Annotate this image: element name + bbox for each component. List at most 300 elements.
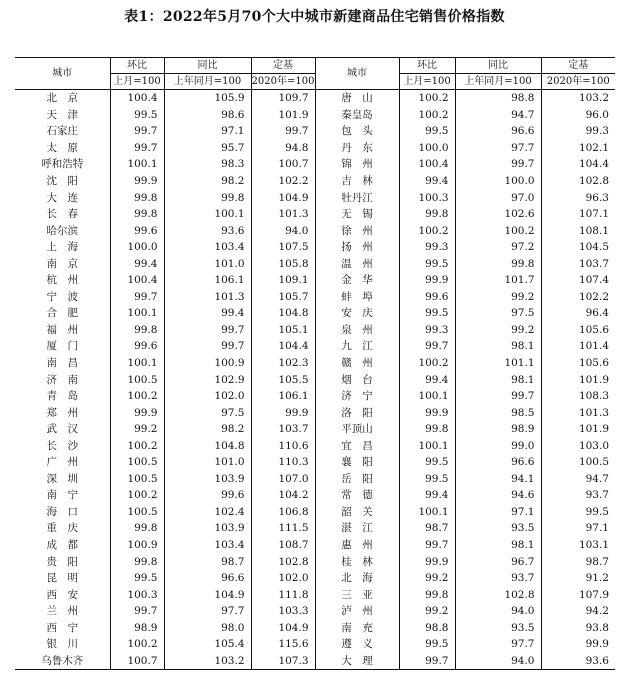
cell-city-left: 大 连 — [46, 191, 78, 204]
table-row — [15, 289, 615, 306]
cell-tb-right: 101.7 — [455, 272, 541, 289]
cell-dj-left: 104.4 — [251, 338, 315, 355]
cell-hb-left: 100.2 — [110, 437, 164, 454]
cell-tb-left: 105.4 — [164, 636, 251, 653]
cell-tb-right: 98.8 — [455, 90, 541, 107]
cell-tb-right: 94.6 — [455, 487, 541, 504]
table-row — [15, 487, 615, 504]
cell-tb-left: 103.9 — [164, 520, 251, 537]
cell-hb-right: 99.4 — [399, 487, 455, 504]
cell-dj-right: 93.7 — [541, 487, 615, 504]
cell-tb-right: 93.7 — [455, 570, 541, 587]
cell-hb-right: 99.2 — [399, 603, 455, 620]
cell-hb-right: 99.7 — [399, 537, 455, 554]
cell-hb-right: 100.2 — [399, 107, 455, 124]
cell-dj-left: 109.7 — [251, 90, 315, 107]
cell-hb-left: 100.4 — [110, 272, 164, 289]
cell-dj-right: 94.2 — [541, 603, 615, 620]
cell-city-left: 南 宁 — [46, 489, 78, 502]
cell-city-right: 遵 义 — [315, 636, 399, 653]
cell-hb-right: 99.4 — [399, 371, 455, 388]
cell-dj-left: 102.0 — [251, 570, 315, 587]
cell-dj-left: 104.9 — [251, 189, 315, 206]
cell-city-right: 洛 阳 — [315, 404, 399, 421]
cell-dj-right: 107.9 — [541, 586, 615, 603]
cell-tb-right: 97.1 — [455, 504, 541, 521]
cell-hb-left: 98.9 — [110, 620, 164, 637]
cell-dj-left: 103.7 — [251, 421, 315, 438]
cell-tb-right: 98.1 — [455, 537, 541, 554]
cell-dj-left: 107.5 — [251, 239, 315, 256]
cell-dj-left: 101.3 — [251, 206, 315, 223]
cell-city-left: 兰 州 — [46, 605, 78, 618]
cell-dj-right: 105.6 — [541, 355, 615, 372]
table-row — [15, 239, 615, 256]
cell-hb-right: 100.2 — [399, 90, 455, 107]
cell-hb-right: 99.2 — [399, 570, 455, 587]
cell-hb-right: 99.5 — [399, 255, 455, 272]
cell-dj-right: 101.4 — [541, 338, 615, 355]
cell-hb-right: 99.5 — [399, 305, 455, 322]
cell-city-left: 济 南 — [46, 373, 78, 386]
cell-city-left: 福 州 — [46, 323, 78, 336]
cell-city-left: 乌鲁木齐 — [15, 653, 110, 670]
cell-dj-left: 94.0 — [251, 222, 315, 239]
cell-dj-left: 105.7 — [251, 289, 315, 306]
cell-tb-right: 94.0 — [455, 653, 541, 670]
col-header-dj-right: 定基 — [541, 58, 615, 74]
header-row-1 — [15, 58, 615, 74]
cell-hb-right: 100.1 — [399, 437, 455, 454]
cell-tb-left: 93.6 — [164, 222, 251, 239]
cell-hb-right: 98.7 — [399, 520, 455, 537]
table-row — [15, 322, 615, 339]
cell-hb-left: 100.3 — [110, 586, 164, 603]
cell-city-left: 广 州 — [46, 456, 78, 469]
cell-dj-left: 94.8 — [251, 140, 315, 157]
cell-city-right: 宜 昌 — [315, 437, 399, 454]
cell-city-right: 泸 州 — [315, 603, 399, 620]
table-row — [15, 553, 615, 570]
cell-tb-left: 100.1 — [164, 206, 251, 223]
cell-city-left: 厦 门 — [46, 340, 78, 353]
cell-hb-left: 99.8 — [110, 322, 164, 339]
cell-city-left: 合 肥 — [46, 307, 78, 320]
cell-dj-left: 106.1 — [251, 388, 315, 405]
cell-dj-left: 115.6 — [251, 636, 315, 653]
col-header-hb-left: 环比 — [110, 58, 164, 74]
cell-tb-right: 97.7 — [455, 140, 541, 157]
cell-tb-right: 99.2 — [455, 289, 541, 306]
cell-city-left: 杭 州 — [46, 274, 78, 287]
cell-dj-right: 102.1 — [541, 140, 615, 157]
cell-city-left: 南 昌 — [46, 357, 78, 370]
cell-city-left: 沈 阳 — [46, 175, 78, 187]
cell-city-right: 包 头 — [315, 123, 399, 140]
price-index-table — [15, 57, 615, 670]
cell-city-right: 桂 林 — [315, 553, 399, 570]
cell-tb-right: 100.0 — [455, 173, 541, 190]
cell-tb-right: 101.1 — [455, 355, 541, 372]
cell-tb-left: 102.9 — [164, 371, 251, 388]
cell-city-right: 温 州 — [315, 255, 399, 272]
cell-city-right: 蚌 埠 — [315, 289, 399, 306]
cell-dj-right: 94.7 — [541, 471, 615, 488]
cell-dj-left: 99.7 — [251, 123, 315, 140]
col-base-tb-right: 上年同月=100 — [455, 74, 541, 90]
cell-dj-right: 103.0 — [541, 437, 615, 454]
cell-dj-left: 105.5 — [251, 371, 315, 388]
cell-dj-right: 93.6 — [541, 653, 615, 670]
col-header-city-right: 城市 — [315, 58, 399, 90]
cell-tb-right: 96.6 — [455, 123, 541, 140]
table-row — [15, 90, 615, 107]
cell-hb-right: 99.3 — [399, 239, 455, 256]
cell-city-right: 湛 江 — [315, 520, 399, 537]
table-row — [15, 206, 615, 223]
cell-tb-left: 100.9 — [164, 355, 251, 372]
cell-hb-left: 100.1 — [110, 156, 164, 173]
cell-dj-right: 105.6 — [541, 322, 615, 339]
cell-tb-right: 97.0 — [455, 189, 541, 206]
cell-hb-left: 100.5 — [110, 371, 164, 388]
table-row — [15, 140, 615, 157]
table-row — [15, 421, 615, 438]
table-row — [15, 173, 615, 190]
cell-hb-left: 99.6 — [110, 222, 164, 239]
cell-city-left: 北 京 — [46, 92, 78, 105]
cell-dj-left: 110.6 — [251, 437, 315, 454]
cell-hb-right: 99.4 — [399, 173, 455, 190]
cell-tb-left: 106.1 — [164, 272, 251, 289]
cell-tb-right: 93.5 — [455, 620, 541, 637]
cell-hb-left: 100.2 — [110, 487, 164, 504]
cell-hb-right: 99.5 — [399, 636, 455, 653]
cell-hb-right: 99.5 — [399, 471, 455, 488]
cell-dj-right: 107.4 — [541, 272, 615, 289]
cell-city-right: 常 德 — [315, 487, 399, 504]
cell-tb-left: 104.8 — [164, 437, 251, 454]
cell-hb-left: 99.9 — [110, 404, 164, 421]
table-row — [15, 586, 615, 603]
cell-dj-right: 93.8 — [541, 620, 615, 637]
cell-hb-left: 99.4 — [110, 255, 164, 272]
cell-city-right: 秦皇岛 — [315, 107, 399, 124]
cell-tb-left: 99.7 — [164, 338, 251, 355]
cell-hb-right: 99.9 — [399, 553, 455, 570]
cell-dj-left: 105.1 — [251, 322, 315, 339]
cell-dj-right: 97.1 — [541, 520, 615, 537]
cell-tb-right: 99.2 — [455, 322, 541, 339]
cell-city-right: 徐 州 — [315, 222, 399, 239]
cell-dj-right: 101.9 — [541, 371, 615, 388]
table-title: 表1：2022年5月70个大中城市新建商品住宅销售价格指数 — [124, 9, 505, 25]
table-row — [15, 620, 615, 637]
cell-hb-left: 100.7 — [110, 653, 164, 670]
cell-hb-left: 100.1 — [110, 355, 164, 372]
cell-hb-left: 100.4 — [110, 90, 164, 107]
cell-city-right: 丹 东 — [315, 140, 399, 157]
cell-dj-right: 102.2 — [541, 289, 615, 306]
cell-city-left: 银 川 — [46, 638, 78, 651]
col-header-city-left: 城市 — [15, 58, 110, 90]
cell-dj-right: 103.7 — [541, 255, 615, 272]
cell-tb-left: 99.8 — [164, 189, 251, 206]
cell-tb-left: 98.0 — [164, 620, 251, 637]
cell-dj-right: 108.1 — [541, 222, 615, 239]
cell-hb-right: 99.3 — [399, 322, 455, 339]
cell-hb-left: 99.7 — [110, 123, 164, 140]
cell-tb-right: 100.2 — [455, 222, 541, 239]
cell-dj-right: 98.7 — [541, 553, 615, 570]
cell-city-right: 济 宁 — [315, 388, 399, 405]
cell-dj-left: 109.1 — [251, 272, 315, 289]
cell-tb-left: 101.0 — [164, 255, 251, 272]
cell-dj-right: 96.4 — [541, 305, 615, 322]
cell-tb-left: 99.7 — [164, 322, 251, 339]
cell-hb-right: 100.4 — [399, 156, 455, 173]
cell-hb-right: 100.0 — [399, 140, 455, 157]
cell-city-left: 昆 明 — [46, 572, 78, 585]
cell-tb-left: 97.5 — [164, 404, 251, 421]
cell-city-right: 金 华 — [315, 272, 399, 289]
cell-hb-right: 99.8 — [399, 586, 455, 603]
cell-tb-left: 99.6 — [164, 487, 251, 504]
cell-tb-right: 102.8 — [455, 586, 541, 603]
cell-tb-left: 95.7 — [164, 140, 251, 157]
cell-dj-left: 104.2 — [251, 487, 315, 504]
cell-city-left: 武 汉 — [46, 423, 78, 436]
cell-tb-right: 94.7 — [455, 107, 541, 124]
cell-hb-left: 100.5 — [110, 471, 164, 488]
cell-hb-left: 100.2 — [110, 636, 164, 653]
cell-city-right: 惠 州 — [315, 537, 399, 554]
cell-tb-left: 96.6 — [164, 570, 251, 587]
table-row — [15, 570, 615, 587]
cell-tb-right: 96.7 — [455, 553, 541, 570]
cell-hb-right: 99.7 — [399, 338, 455, 355]
cell-tb-right: 97.2 — [455, 239, 541, 256]
cell-city-left: 成 都 — [46, 539, 78, 552]
cell-city-right: 锦 州 — [315, 156, 399, 173]
col-header-hb-right: 环比 — [399, 58, 455, 74]
cell-city-left: 重 庆 — [46, 522, 78, 535]
cell-dj-left: 102.2 — [251, 173, 315, 190]
cell-city-right: 平顶山 — [315, 421, 399, 438]
cell-dj-left: 104.9 — [251, 620, 315, 637]
cell-dj-right: 103.2 — [541, 90, 615, 107]
cell-city-right: 岳 阳 — [315, 471, 399, 488]
cell-tb-left: 98.3 — [164, 156, 251, 173]
col-header-tb-left: 同比 — [164, 58, 251, 74]
table-row — [15, 653, 615, 670]
col-base-hb-right: 上月=100 — [399, 74, 455, 90]
cell-hb-left: 99.7 — [110, 603, 164, 620]
col-base-tb-left: 上年同月=100 — [164, 74, 251, 90]
cell-dj-left: 107.3 — [251, 653, 315, 670]
cell-dj-left: 106.8 — [251, 504, 315, 521]
table-row — [15, 404, 615, 421]
cell-city-right: 三 亚 — [315, 586, 399, 603]
table-row — [15, 107, 615, 124]
cell-tb-left: 98.7 — [164, 553, 251, 570]
cell-tb-right: 98.1 — [455, 371, 541, 388]
cell-hb-left: 100.2 — [110, 388, 164, 405]
cell-hb-right: 99.9 — [399, 272, 455, 289]
cell-city-left: 海 口 — [46, 505, 78, 518]
cell-tb-left: 98.2 — [164, 421, 251, 438]
cell-hb-left: 99.7 — [110, 140, 164, 157]
cell-dj-left: 111.8 — [251, 586, 315, 603]
cell-city-left: 上 海 — [46, 241, 78, 254]
table-row — [15, 156, 615, 173]
cell-tb-left: 103.9 — [164, 471, 251, 488]
cell-city-right: 牡丹江 — [315, 189, 399, 206]
cell-dj-left: 110.3 — [251, 454, 315, 471]
cell-tb-right: 99.8 — [455, 255, 541, 272]
cell-hb-left: 99.8 — [110, 189, 164, 206]
cell-hb-right: 100.1 — [399, 504, 455, 521]
table-row — [15, 504, 615, 521]
cell-tb-left: 98.2 — [164, 173, 251, 190]
cell-tb-right: 102.6 — [455, 206, 541, 223]
cell-dj-left: 101.9 — [251, 107, 315, 124]
table-row — [15, 272, 615, 289]
cell-hb-right: 98.8 — [399, 620, 455, 637]
cell-hb-right: 100.3 — [399, 189, 455, 206]
cell-tb-left: 103.4 — [164, 239, 251, 256]
cell-hb-right: 99.5 — [399, 123, 455, 140]
cell-hb-right: 99.5 — [399, 454, 455, 471]
cell-hb-right: 99.6 — [399, 289, 455, 306]
cell-hb-left: 99.8 — [110, 553, 164, 570]
table-row — [15, 371, 615, 388]
cell-dj-right: 91.2 — [541, 570, 615, 587]
cell-dj-left: 100.7 — [251, 156, 315, 173]
cell-hb-left: 99.5 — [110, 570, 164, 587]
cell-dj-right: 100.5 — [541, 454, 615, 471]
cell-dj-right: 107.1 — [541, 206, 615, 223]
cell-hb-right: 99.8 — [399, 421, 455, 438]
cell-dj-left: 102.8 — [251, 553, 315, 570]
cell-city-left: 太 原 — [46, 141, 78, 154]
cell-city-left: 石家庄 — [46, 125, 78, 138]
cell-tb-left: 97.1 — [164, 123, 251, 140]
col-header-tb-right: 同比 — [455, 58, 541, 74]
cell-city-left: 天 津 — [46, 108, 78, 121]
cell-tb-right: 98.1 — [455, 338, 541, 355]
cell-dj-right: 104.4 — [541, 156, 615, 173]
table-row — [15, 437, 615, 454]
cell-hb-left: 99.7 — [110, 289, 164, 306]
cell-dj-right: 104.5 — [541, 239, 615, 256]
cell-hb-left: 99.5 — [110, 107, 164, 124]
cell-dj-left: 102.3 — [251, 355, 315, 372]
cell-hb-left: 100.9 — [110, 537, 164, 554]
cell-tb-left: 99.4 — [164, 305, 251, 322]
cell-tb-left: 105.9 — [164, 90, 251, 107]
cell-hb-left: 100.5 — [110, 454, 164, 471]
table-row — [15, 454, 615, 471]
cell-tb-left: 97.7 — [164, 603, 251, 620]
cell-hb-right: 100.1 — [399, 388, 455, 405]
cell-city-right: 烟 台 — [315, 371, 399, 388]
table-row — [15, 305, 615, 322]
table-row — [15, 222, 615, 239]
cell-tb-right: 98.9 — [455, 421, 541, 438]
cell-city-left: 西 宁 — [46, 621, 78, 634]
cell-hb-left: 99.8 — [110, 520, 164, 537]
cell-tb-right: 99.7 — [455, 156, 541, 173]
table-row — [15, 338, 615, 355]
table-row — [15, 255, 615, 272]
cell-tb-left: 102.4 — [164, 504, 251, 521]
cell-city-left: 贵 阳 — [46, 555, 78, 568]
table-row — [15, 471, 615, 488]
cell-hb-right: 100.2 — [399, 355, 455, 372]
cell-dj-left: 111.5 — [251, 520, 315, 537]
cell-tb-right: 94.0 — [455, 603, 541, 620]
cell-dj-left: 105.8 — [251, 255, 315, 272]
cell-hb-left: 100.1 — [110, 305, 164, 322]
cell-tb-right: 93.5 — [455, 520, 541, 537]
cell-city-left: 深 圳 — [46, 472, 78, 485]
cell-city-left: 郑 州 — [46, 406, 78, 419]
cell-tb-left: 103.2 — [164, 653, 251, 670]
cell-hb-left: 99.6 — [110, 338, 164, 355]
cell-dj-right: 99.3 — [541, 123, 615, 140]
table-row — [15, 520, 615, 537]
cell-hb-left: 99.2 — [110, 421, 164, 438]
cell-dj-left: 103.3 — [251, 603, 315, 620]
cell-tb-left: 98.6 — [164, 107, 251, 124]
cell-tb-right: 98.5 — [455, 404, 541, 421]
col-header-dj-left: 定基 — [251, 58, 315, 74]
cell-dj-right: 96.3 — [541, 189, 615, 206]
cell-tb-right: 97.5 — [455, 305, 541, 322]
cell-city-left: 长 沙 — [46, 439, 78, 452]
cell-dj-right: 99.5 — [541, 504, 615, 521]
cell-dj-left: 108.7 — [251, 537, 315, 554]
cell-tb-right: 96.6 — [455, 454, 541, 471]
cell-city-right: 扬 州 — [315, 239, 399, 256]
cell-city-right: 韶 关 — [315, 504, 399, 521]
cell-dj-left: 104.8 — [251, 305, 315, 322]
cell-city-right: 吉 林 — [315, 173, 399, 190]
cell-hb-left: 100.0 — [110, 239, 164, 256]
cell-city-left: 宁 波 — [46, 290, 78, 303]
cell-tb-right: 99.0 — [455, 437, 541, 454]
cell-tb-left: 103.4 — [164, 537, 251, 554]
cell-tb-left: 102.0 — [164, 388, 251, 405]
col-base-hb-left: 上月=100 — [110, 74, 164, 90]
cell-city-right: 南 充 — [315, 620, 399, 637]
cell-city-left: 青 岛 — [46, 390, 78, 403]
table-row — [15, 189, 615, 206]
cell-city-right: 唐 山 — [315, 90, 399, 107]
cell-tb-right: 97.7 — [455, 636, 541, 653]
table-row — [15, 123, 615, 140]
cell-hb-right: 99.9 — [399, 404, 455, 421]
cell-city-right: 襄 阳 — [315, 454, 399, 471]
cell-dj-right: 102.8 — [541, 173, 615, 190]
cell-dj-left: 99.9 — [251, 404, 315, 421]
table-body — [15, 90, 615, 670]
cell-hb-right: 100.2 — [399, 222, 455, 239]
cell-dj-right: 101.3 — [541, 404, 615, 421]
cell-hb-right: 99.7 — [399, 653, 455, 670]
cell-city-left: 呼和浩特 — [41, 158, 84, 171]
